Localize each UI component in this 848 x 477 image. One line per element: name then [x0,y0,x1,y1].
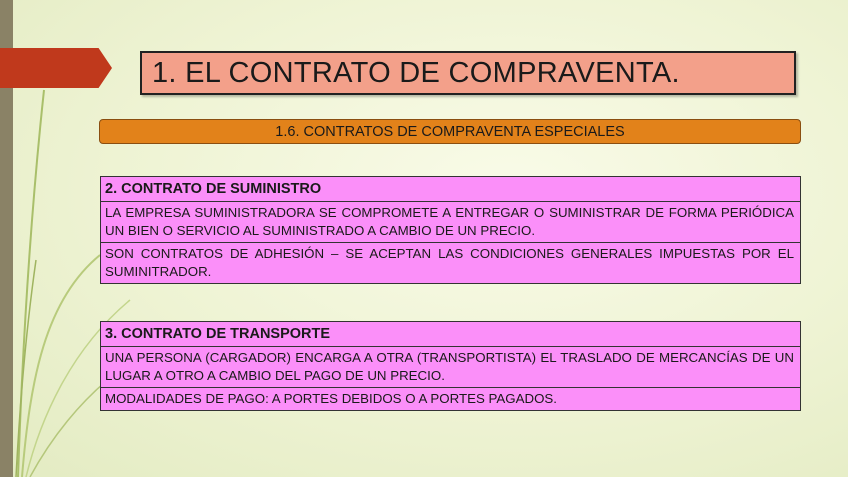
table-heading: 3. CONTRATO DE TRANSPORTE [101,322,800,347]
arrow-marker [0,48,112,88]
table-row: MODALIDADES DE PAGO: A PORTES DEBIDOS O A PORTES PAGADOS. [105,391,557,406]
subtitle-box [99,119,801,144]
suministro-table [100,176,801,284]
transporte-table [100,321,801,411]
table-row: SON CONTRATOS DE ADHESIÓN – SE ACEPTAN LAS CONDICIONES GENERALES IMPUESTAS POR EL SUMINITRADOR. [105,246,794,279]
slide-title: 1. EL CONTRATO DE COMPRAVENTA. [152,56,680,89]
table-heading: 2. CONTRATO DE SUMINISTRO [101,177,800,202]
title-box [140,51,796,95]
slide-subtitle: 1.6. CONTRATOS DE COMPRAVENTA ESPECIALES [275,123,625,140]
table-row: LA EMPRESA SUMINISTRADORA SE COMPROMETE A ENTREGAR O SUMINISTRAR DE FORMA PERIÓDICA UN BIEN O SERVICIO AL SUMINISTRADO A CAMBIO DE UN PRECIO. [101,202,800,243]
table-row: UNA PERSONA (CARGADOR) ENCARGA A OTRA (TRANSPORTISTA) EL TRASLADO DE MERCANCÍAS DE UN LUGAR A OTRO A CAMBIO DEL PAGO DE UN PRECIO. [101,347,800,388]
